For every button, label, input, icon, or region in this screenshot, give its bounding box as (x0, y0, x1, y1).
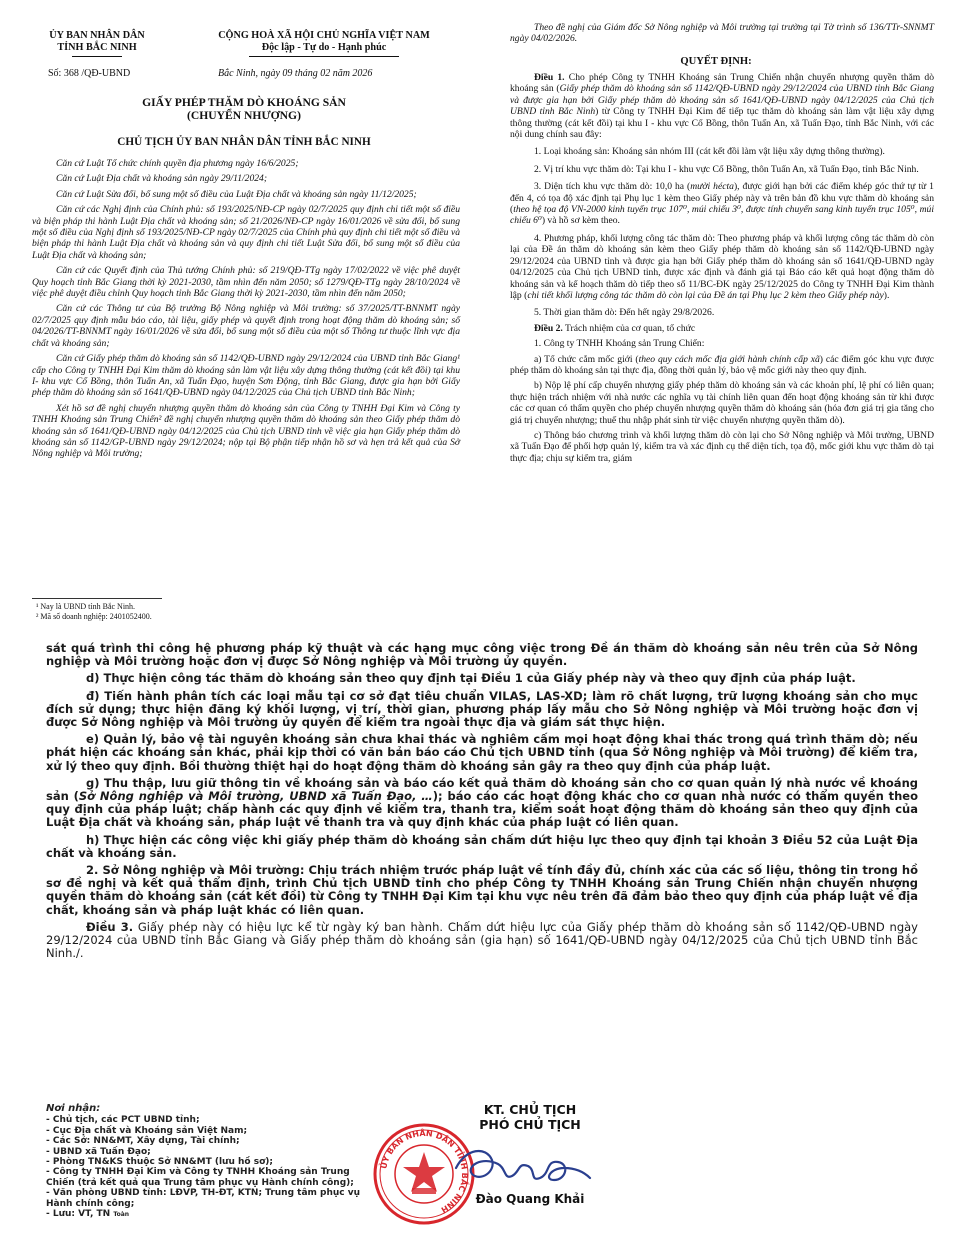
preamble-item: Xét hồ sơ đề nghị chuyển nhượng quyền thăm dò khoáng sản của Công ty TNHH Đại Kim và Công ty TNHH Khoáng sản Trung Chiến² đề nghị chuyển nhượng quyền thăm dò khoáng sản theo Giấy phép thăm dò khoáng sản số 1641/QĐ-UBND ngày 04/12/2025 của Chủ tịch UBND tỉnh về việc gia hạn Giấy phép thăm dò khoáng sản số 1142/GP-UBND ngày 29/12/2024; nộp tại Bộ phận tiếp nhận hồ sơ và hẹn trả kết quả của Sở Nông nghiệp và Môi trường; (32, 402, 460, 460)
article-1-item-2: 2. Vị trí khu vực thăm dò: Tại khu I - khu vực Cổ Bồng, thôn Tuấn An, xã Tuấn Đạo, tỉnh Bắc Ninh. (534, 163, 919, 175)
handwritten-signature-icon (446, 1138, 596, 1200)
recipients-heading: Nơi nhận: (46, 1103, 101, 1114)
recipient-item: - Văn phòng UBND tỉnh: LĐVP, TH-ĐT, KTN; Trung tâm phục vụ Hành chính công; (46, 1188, 361, 1209)
document-number: Số: 368 /QĐ-UBND (48, 68, 131, 79)
continuation-paragraph: sát quá trình thi công hệ phương pháp kỹ thuật và các hạng mục công việc trong Đề án thăm dò khoáng sản nêu trên của Sở Nông nghiệp và Môi trường hoặc đơn vị được Sở Nông nghiệp và Môi trường ủy quyền. (46, 641, 918, 669)
article-2: Điều 2. Trách nhiệm của cơ quan, tổ chức (534, 322, 696, 334)
footnote-rule (32, 598, 162, 599)
item-g: g) Thu thập, lưu giữ thông tin về khoáng sản và báo cáo kết quả thăm dò khoáng sản cho cơ quan quản lý nhà nước về khoáng sản (Sở Nông nghiệp và Môi trường, UBND xã Tuấn Đạo, …); báo cáo các hoạt động khác cho cơ quan nhà nước có thẩm quyền theo quy định của pháp luật; chấp hành các quy định về kiểm tra, thanh tra, kiểm soát hoạt động thăm dò khoáng sản theo quy định của Luật Địa chất và khoáng sản, pháp luật về thanh tra và quy định khác của pháp luật có liên quan. (46, 775, 918, 830)
org-line-1: ỦY BAN NHÂN DÂN (49, 30, 145, 41)
article-1-item-3: 3. Diện tích khu vực thăm dò: 10,0 ha (mười hécta), được giới hạn bởi các điểm khép góc thứ tự từ 1 đến 4, có tọa độ xác định tại Phụ lục 1 kèm theo Giấy phép này và trên bản đồ khu vực thăm dò khoáng sản (theo hệ tọa độ VN-2000 kinh tuyến trục 107⁰, múi chiếu 3⁰, được tính chuyển sang kinh tuyến trục 105⁰, múi chiếu 6⁰) và hồ sơ kèm theo. (510, 181, 934, 227)
signer-role-1: KT. CHỦ TỊCH (483, 1102, 577, 1117)
item-dd: đ) Tiến hành phân tích các loại mẫu tại cơ sở đạt tiêu chuẩn VILAS, LAS-XD; làm rõ chất lượng, trữ lượng khoáng sản cho mục đích sử dụng; thực hiện đăng ký khối lượng, vị trí, thời gian, phương pháp lấy mẫu cho Sở Nông nghiệp và Môi trường hoặc đơn vị được Sở Nông nghiệp và Môi trường ủy quyền để kiểm tra ngoài thực địa và giám sát thực hiện. (46, 688, 918, 730)
article-1-item-1: 1. Loại khoáng sản: Khoáng sản nhóm III (cát kết đồi làm vật liệu xây dựng thông thường). (534, 146, 885, 158)
title-line-1: GIẤY PHÉP THĂM DÒ KHOÁNG SẢN (142, 96, 346, 109)
nation-line-1: CỘNG HOÀ XÃ HỘI CHỦ NGHĨA VIỆT NAM (218, 30, 430, 41)
recipient-item: - Chủ tịch, các PCT UBND tỉnh; (46, 1115, 200, 1126)
title-line-2: (CHUYỂN NHƯỢNG) (187, 109, 301, 122)
issuing-authority-title: CHỦ TỊCH ỦY BAN NHÂN DÂN TỈNH BẮC NINH (117, 136, 371, 148)
preamble (32, 158, 460, 464)
seal-text: ỦY BAN NHÂN DÂN TỈNH BẮC NINH (379, 1128, 470, 1215)
article-3-label: Điều 3. (86, 919, 134, 934)
recipient-item: - Cục Địa chất và Khoáng sản Việt Nam; (46, 1125, 248, 1136)
article-2-item-1: 1. Công ty TNHH Khoáng sản Trung Chiến: (534, 338, 705, 350)
recipients-list (46, 1104, 376, 1220)
nation-line-2: Độc lập - Tự do - Hạnh phúc (261, 42, 387, 53)
recipient-item: - Các Sở: NN&MT, Xây dựng, Tài chính; (46, 1136, 240, 1147)
recipient-item: - Lưu: VT, TN Toàn (46, 1209, 130, 1220)
recipient-item: - Phòng TN&KS thuộc Sở NN&MT (lưu hồ sơ); (46, 1157, 273, 1168)
footnote-2: ² Mã số doanh nghiệp: 2401052400. (36, 612, 152, 621)
proposal-basis: Theo đề nghị của Giám đốc Sở Nông nghiệp và Môi trường tại trường tại Tờ trình số 136/TTr-SNNMT ngày 04/02/2026. (510, 22, 934, 45)
footnote-1: ¹ Nay là UBND tỉnh Bắc Ninh. (36, 602, 136, 611)
decision-heading: QUYẾT ĐỊNH: (680, 56, 752, 67)
header-rule-left (72, 56, 122, 57)
preamble-item: Căn cứ Luật Địa chất và khoáng sản ngày 29/11/2024; (56, 173, 268, 185)
item-h: h) Thực hiện các công việc khi giấy phép thăm dò khoáng sản chấm dứt hiệu lực theo quy định tại khoản 3 Điều 52 của Luật Địa chất và khoáng sản. (46, 832, 918, 860)
document-title (28, 96, 460, 122)
recipient-item: - UBND xã Tuấn Đạo; (46, 1146, 151, 1157)
page-2-content (46, 642, 918, 964)
preamble-item: Căn cứ Giấy phép thăm dò khoáng sản số 1142/QĐ-UBND ngày 29/12/2024 của UBND tỉnh Bắc Giang¹ cấp cho Công ty TNHH Đại Kim thăm dò khoáng sản làm vật liệu xây dựng thông thường (cát kết đồi) tại khu I- khu vực Cổ Bồng, thôn Tuấn An, xã Tuấn Đạo, huyện Sơn Động, tỉnh Bắc Giang, được gia hạn bởi Giấy phép thăm dò khoáng sản số 1641/QĐ-UBND ngày 04/12/2025 của Chủ tịch UBND tỉnh Bắc Ninh; (32, 353, 460, 399)
article-2-label: Điều 2. (534, 322, 563, 334)
item-e: e) Quản lý, bảo vệ tài nguyên khoáng sản chưa khai thác và nghiêm cấm mọi hoạt động khai thác trong quá trình thăm dò; nếu phát hiện các khoáng sản khác, phải kịp thời có văn bản báo cáo Chủ tịch UBND tỉnh (qua Sở Nông nghiệp và Môi trường) để kiểm tra, xử lý theo quy định. Bồi thường thiệt hại do hoạt động thăm dò khoáng sản gây ra theo quy định của pháp luật. (46, 732, 918, 773)
article-1-label: Điều 1. (534, 72, 565, 83)
archive-note: Toàn (113, 1211, 130, 1219)
preamble-item: Căn cứ Luật Sửa đổi, bổ sung một số điều của Luật Địa chất và khoáng sản ngày 11/12/2025; (56, 188, 417, 200)
signer-name: Đào Quang Khải (475, 1192, 585, 1206)
header-rule-right (249, 56, 399, 57)
issuing-authority (22, 30, 172, 57)
preamble-item: Căn cứ các Nghị định của Chính phủ: số 193/2025/NĐ-CP ngày 02/7/2025 quy định chi tiết một số điều và biện pháp thi hành Luật Địa chất và khoáng sản; số 21/2026/NĐ-CP ngày 16/01/2026 về sửa đổi, bổ sung một số điều của Nghị định số 193/2025/NĐ-CP ngày 02/7/2025 của Chính phủ quy định chi tiết một số điều và biện pháp thi hành Luật Địa chất và khoáng sản và quy định chi tiết Luật Sửa đổi, bổ sung một số điều của Luật Địa chất và khoáng sản; (32, 204, 460, 261)
article-1-item-5: 5. Thời gian thăm dò: Đến hết ngày 29/8/2026. (534, 307, 715, 319)
preamble-item: Căn cứ các Thông tư của Bộ trưởng Bộ Nông nghiệp và Môi trường: số 37/2025/TT-BNNMT ngày 02/7/2025 quy định mẫu báo cáo, tài liệu, giấy phép và quyết định trong hoạt động thăm dò khoáng sản; số 04/2026/TT-BNNMT ngày 16/01/2026 về sửa đổi, bổ sung một số điều của một số Thông tư thuộc lĩnh vực địa chất và khoáng sản; (32, 303, 460, 349)
place-date: Bắc Ninh, ngày 09 tháng 02 năm 2026 (218, 68, 373, 79)
article-2-item-c: c) Thông báo chương trình và khối lượng thăm dò còn lại cho Sở Nông nghiệp và Môi trường, UBND xã Tuấn Đạo để phối hợp quản lý, kiểm tra và xác định cụ thể diện tích, tọa độ, mốc giới khu vực thăm dò tại thực địa; chịu sự kiểm tra, giám (510, 429, 934, 464)
decision-content (510, 72, 934, 468)
recipient-item: - Công ty TNHH Đại Kim và Công ty TNHH Khoáng sản Trung Chiến (trả kết quả qua Trung tâm phục vụ Hành chính công); (46, 1167, 354, 1188)
article-2-item-b: b) Nộp lệ phí cấp chuyển nhượng giấy phép thăm dò khoáng sản và các khoản phí, lệ phí có liên quan; thực hiện trách nhiệm với nhà nước các nghĩa vụ tài chính liên quan đến hoạt động khoáng sản từ khi được các cơ quan có thẩm quyền cho phép chuyển nhượng quyền thăm dò khoáng sản (hóa đơn giá trị gia tăng cho giá trị chuyển nhượng; thuế thu nhập phát sinh từ việc chuyển nhượng quyền thăm dò). (510, 380, 934, 426)
article-3: Điều 3. Giấy phép này có hiệu lực kể từ ngày ký ban hành. Chấm dứt hiệu lực của Giấy phép thăm dò khoáng sản số 1142/QĐ-UBND ngày 29/12/2024 của UBND tỉnh Bắc Giang và Giấy phép thăm dò khoáng sản (gia hạn) số 1641/QĐ-UBND ngày 04/12/2025 của Chủ tịch UBND tỉnh Bắc Ninh./. (46, 919, 918, 961)
article-2-item-2: 2. Sở Nông nghiệp và Môi trường: Chịu trách nhiệm trước pháp luật về tính đầy đủ, chính xác của các số liệu, thông tin trong hồ sơ đề nghị và kết quả thẩm định, trình Chủ tịch UBND tỉnh cho phép Công ty TNHH Khoáng sản Trung Chiến nhận chuyển nhượng quyền thăm dò khoáng sản (cát kết đồi) từ Công ty TNHH Đại Kim tại khu vực nêu trên đã đảm bảo theo quy định của pháp luật về địa chất, khoáng sản và pháp luật khác có liên quan. (46, 863, 918, 917)
preamble-item: Căn cứ các Quyết định của Thủ tướng Chính phủ: số 219/QĐ-TTg ngày 17/02/2022 về việc phê duyệt Quy hoạch tỉnh Bắc Giang thời kỳ 2021-2030, tầm nhìn đến năm 2050; số 1279/QĐ-TTg ngày 28/10/2024 về việc phê duyệt điều chỉnh Quy hoạch tỉnh Bắc Giang thời kỳ 2021-2030, tầm nhìn đến năm 2050; (32, 265, 460, 300)
national-motto (190, 30, 458, 57)
article-1: Điều 1. Cho phép Công ty TNHH Khoáng sản Trung Chiến nhận chuyển nhượng quyền thăm dò khoáng sản (Giấy phép thăm dò khoáng sản số 1142/QĐ-UBND ngày 29/12/2024 của UBND tỉnh Bắc Giang và được gia hạn bởi Giấy phép thăm dò khoáng sản số 1641/QĐ-UBND ngày 04/12/2025 của Chủ tịch UBND tỉnh Bắc Ninh) từ Công ty TNHH Đại Kim để tiếp tục thăm dò khoáng sản làm vật liệu xây dựng thông thường (cát kết đồi) tại khu I - khu vực Cổ Bồng, thôn Tuấn An, xã Tuấn Đạo, tỉnh Bắc Ninh, với các nội dung chính sau đây: (510, 72, 935, 141)
article-2-item-a: a) Tổ chức cắm mốc giới (theo quy cách mốc địa giới hành chính cấp xã) các điểm góc khu vực được phép thăm dò khoáng sản tại thực địa, đồng thời quản lý, bảo vệ mốc giới này theo quy định. (510, 353, 934, 376)
item-d: d) Thực hiện công tác thăm dò khoáng sản theo quy định tại Điều 1 của Giấy phép này và theo quy định của pháp luật. (86, 671, 856, 686)
preamble-item: Căn cứ Luật Tổ chức chính quyền địa phương ngày 16/6/2025; (56, 158, 299, 169)
org-line-2: TỈNH BẮC NINH (57, 42, 137, 53)
article-1-item-4: 4. Phương pháp, khối lượng công tác thăm dò: Theo phương pháp và khối lượng công tác thăm dò còn lại của Đề án thăm dò khoáng sản kèm theo Giấy phép thăm dò khoáng sản số 1142/QĐ-UBND ngày 29/12/2024 của UBND tỉnh và được gia hạn bởi Giấy phép thăm dò khoáng sản số 1641/QĐ-UBND ngày 04/12/2025 của Chủ tịch UBND tỉnh, được xác định và đánh giá tại Báo cáo kết quả hoạt động thăm dò khoáng sản và kế hoạch thăm dò tiếp theo số 11/BC-ĐK ngày 25/12/2025 do Công ty TNHH Đại Kim thành lập (chi tiết khối lượng công tác thăm dò còn lại của Đề án tại Phụ lục 2 kèm theo Giấy phép này). (510, 232, 934, 301)
signer-role-2: PHÓ CHỦ TỊCH (479, 1117, 581, 1132)
